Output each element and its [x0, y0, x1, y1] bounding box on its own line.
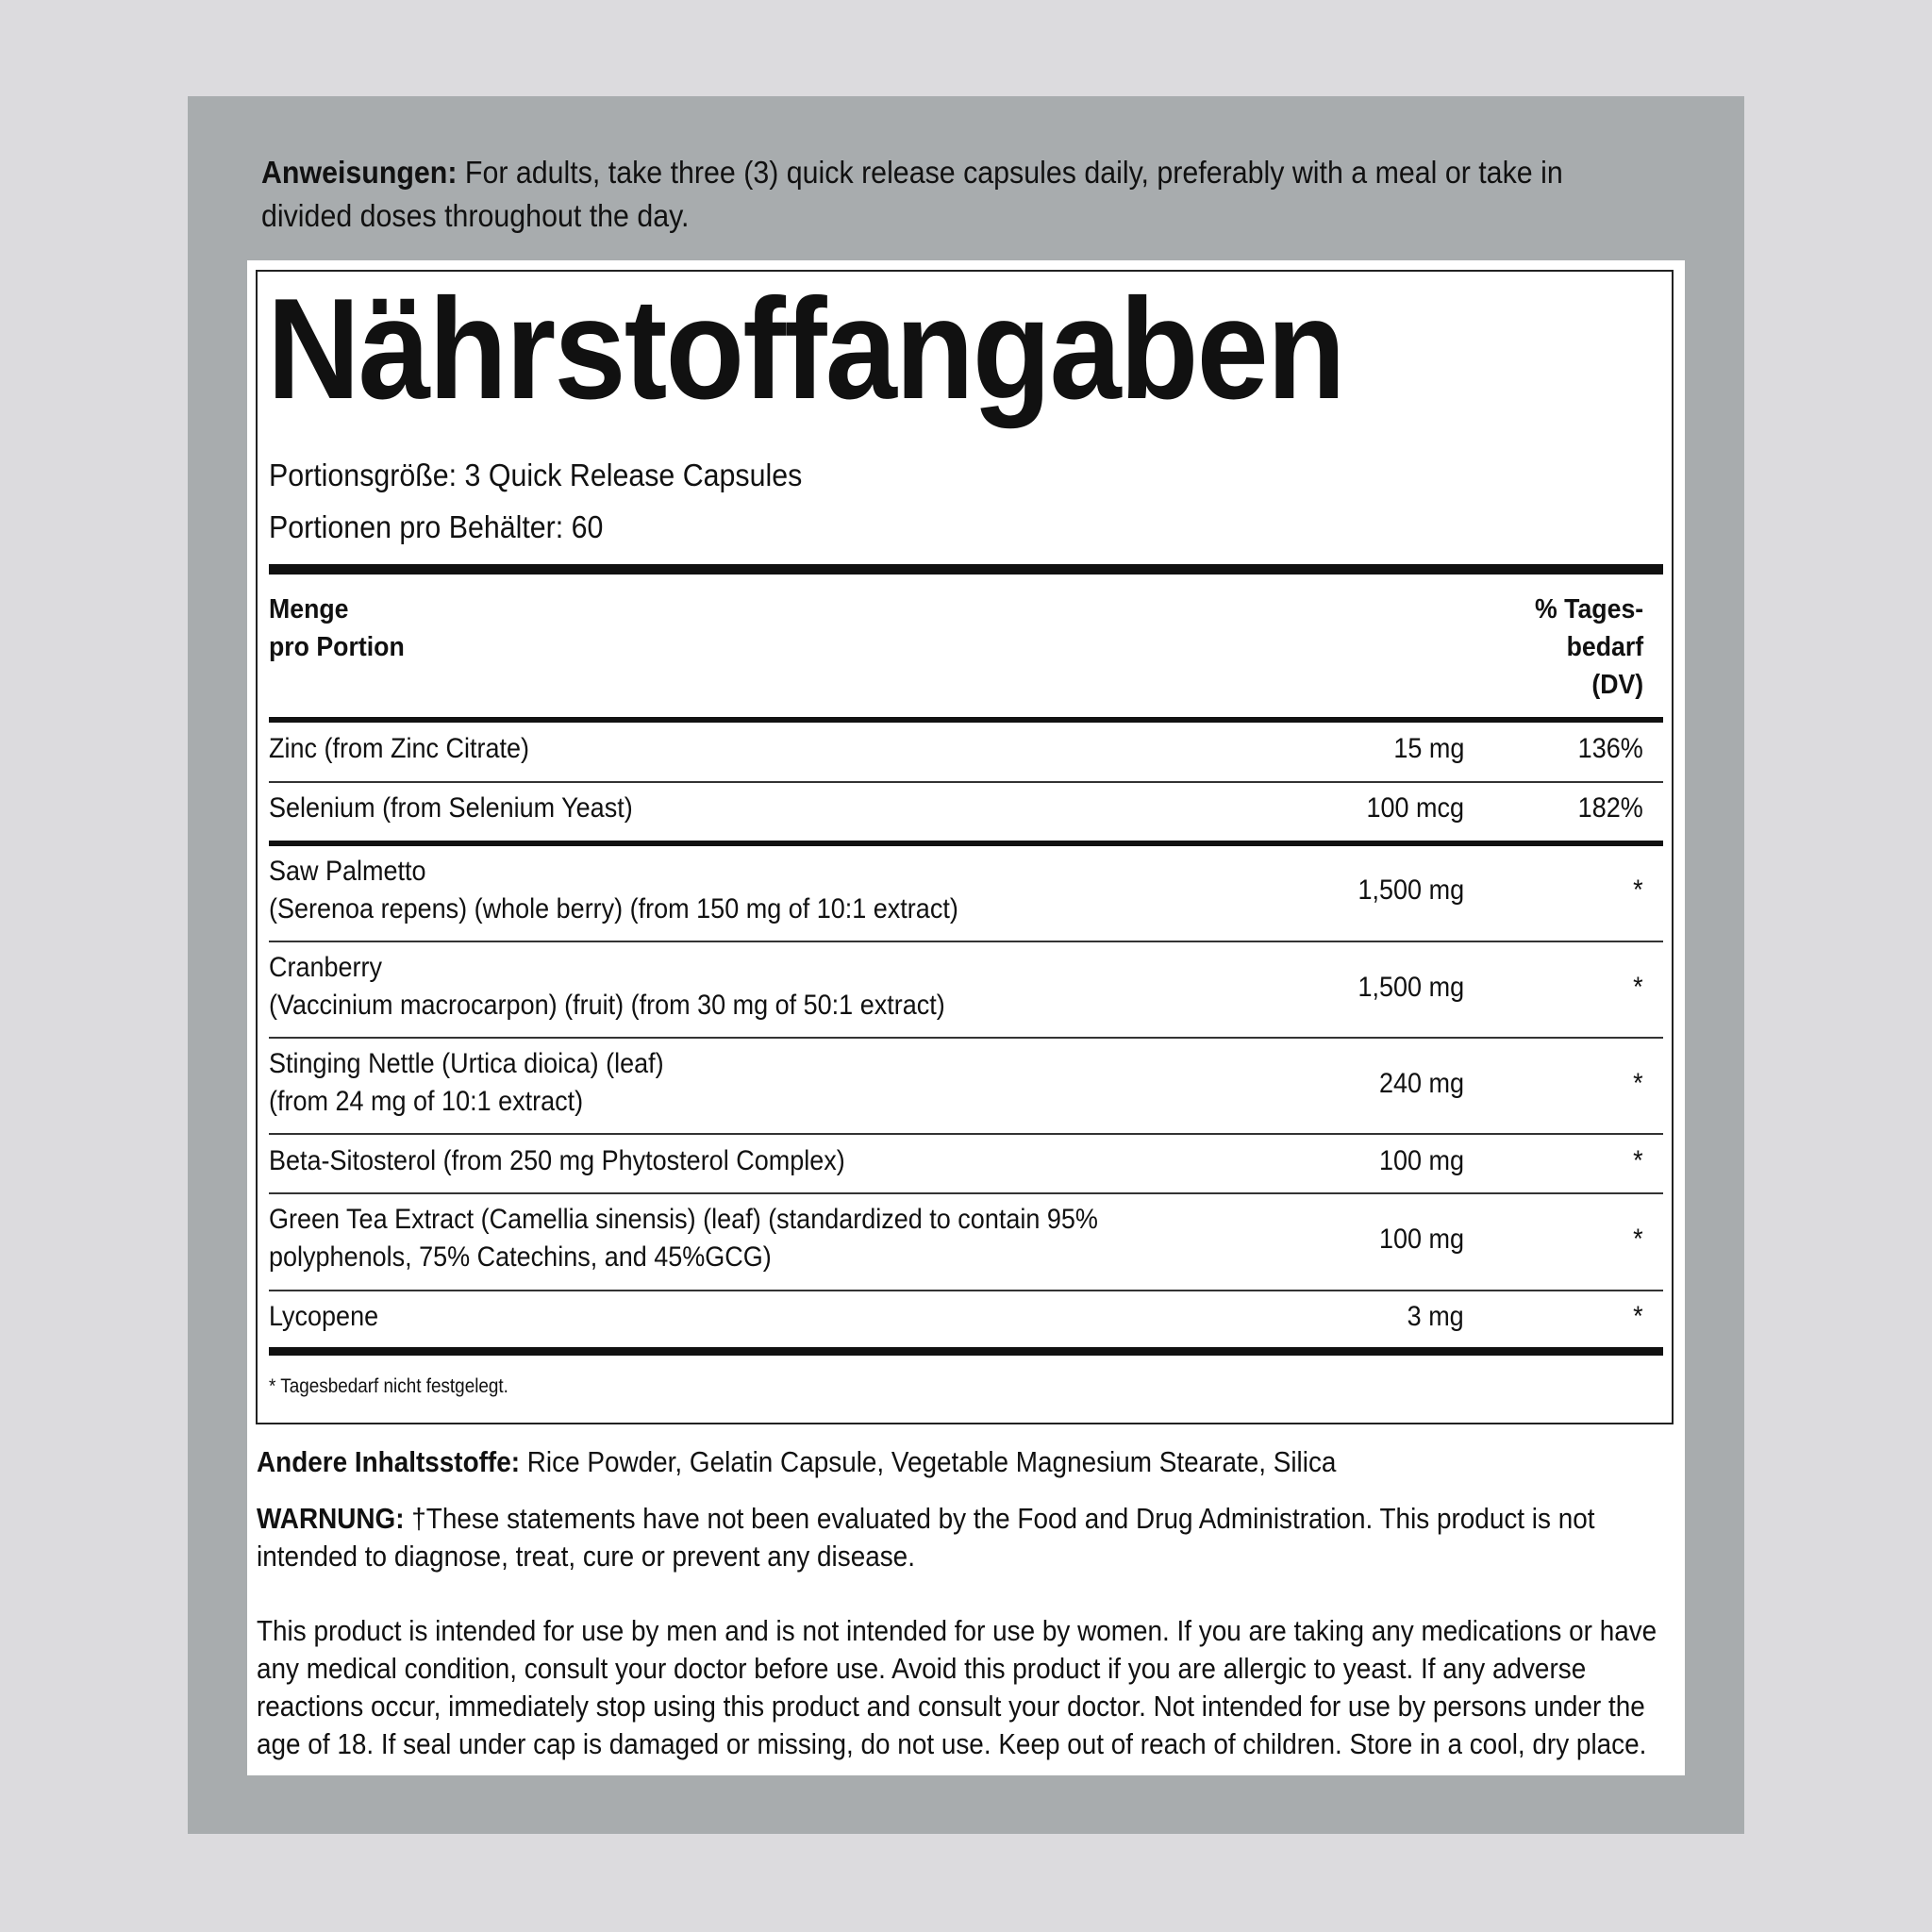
- nutrient-name: Lycopene: [269, 1301, 379, 1332]
- warning-text: [257, 1500, 1674, 1575]
- directions-text: [261, 151, 1563, 238]
- nutrient-name: Stinging Nettle (Urtica dioica) (leaf): [269, 1048, 664, 1079]
- divider-header: [269, 717, 1663, 723]
- nutrient-dv: *: [1633, 1224, 1643, 1255]
- nutrient-detail: (Serenoa repens) (whole berry) (from 150 mg of 10:1 extract): [269, 893, 958, 924]
- section-divider: [269, 841, 1663, 846]
- dv-header-line2: bedarf: [1566, 632, 1643, 662]
- nutrient-amount: 100 mg: [1378, 1145, 1464, 1176]
- servings-per-container: Portionen pro Behälter: 60: [269, 509, 604, 544]
- warning-label: WARNUNG:: [257, 1502, 405, 1535]
- nutrient-dv: *: [1633, 1145, 1643, 1176]
- row-divider: [269, 1133, 1663, 1135]
- amount-header-line2: pro Portion: [269, 632, 405, 662]
- nutrient-name: Selenium (from Selenium Yeast): [269, 792, 633, 824]
- nutrient-name: Zinc (from Zinc Citrate): [269, 733, 530, 764]
- nutrient-detail: (from 24 mg of 10:1 extract): [269, 1086, 584, 1117]
- row-divider: [269, 1290, 1663, 1291]
- nutrient-amount: 15 mg: [1392, 733, 1464, 764]
- nutrient-dv: *: [1633, 1068, 1643, 1099]
- amount-header: [269, 591, 405, 666]
- divider-thick: [269, 564, 1663, 575]
- row-divider: [269, 941, 1663, 942]
- nutrient-detail: polyphenols, 75% Catechins, and 45%GCG): [269, 1241, 772, 1273]
- nutrient-dv: 136%: [1577, 733, 1643, 764]
- row-divider: [269, 1192, 1663, 1194]
- dv-footnote: * Tagesbedarf nicht festgelegt.: [269, 1375, 508, 1397]
- dv-header: [1535, 591, 1643, 704]
- divider-bottom: [269, 1347, 1663, 1356]
- serving-size: Portionsgröße: 3 Quick Release Capsules: [269, 458, 803, 492]
- dv-header-line3: (DV): [1591, 670, 1643, 700]
- nutrient-detail: (Vaccinium macrocarpon) (fruit) (from 30 mg of 50:1 extract): [269, 990, 945, 1021]
- warning-body: †These statements have not been evaluated by the Food and Drug Administration. This product is not intended to diagnose, treat, cure or prevent any disease.: [257, 1502, 1595, 1573]
- nutrient-amount: 1,500 mg: [1357, 972, 1464, 1003]
- other-ingredients-label: Andere Inhaltsstoffe:: [257, 1445, 521, 1478]
- nutrient-name: Beta-Sitosterol (from 250 mg Phytosterol Complex): [269, 1145, 845, 1176]
- nutrient-name: Green Tea Extract (Camellia sinensis) (leaf) (standardized to contain 95%: [269, 1204, 1098, 1235]
- nutrient-amount: 240 mg: [1378, 1068, 1464, 1099]
- nutrient-amount: 1,500 mg: [1357, 874, 1464, 906]
- dv-header-line1: % Tages-: [1534, 594, 1643, 625]
- nutrient-dv: *: [1633, 972, 1643, 1003]
- row-divider: [269, 1037, 1663, 1039]
- other-ingredients-text: Rice Powder, Gelatin Capsule, Vegetable Magnesium Stearate, Silica: [520, 1445, 1337, 1478]
- nutrient-dv: *: [1633, 874, 1643, 906]
- nutrient-name: Saw Palmetto: [269, 856, 426, 887]
- nutrient-name: Cranberry: [269, 952, 383, 983]
- row-divider: [269, 781, 1663, 783]
- directions-body: For adults, take three (3) quick release capsules daily, preferably with a meal or take in divided doses throughout the day.: [261, 155, 1563, 233]
- nutrient-amount: 100 mg: [1378, 1224, 1464, 1255]
- usage-note: This product is intended for use by men and is not intended for use by women. If you are taking any medications or have any medical condition, consult your doctor before use. Avoid this product if you are allergic to yeast. If any adverse reactions occur, immediately stop using this product and consult your doctor. Not intended for use by persons under the age of 18. If seal under cap is damaged or missing, do not use. Keep out of reach of children. Store in a cool, dry place.: [257, 1614, 1657, 1760]
- nutrient-dv: 182%: [1577, 792, 1643, 824]
- other-ingredients: [257, 1443, 1336, 1481]
- nutrient-amount: 100 mcg: [1366, 792, 1464, 824]
- nutrient-dv: *: [1633, 1301, 1643, 1332]
- facts-title: Nährstoffangaben: [267, 269, 1344, 429]
- nutrient-amount: 3 mg: [1407, 1301, 1464, 1332]
- amount-header-line1: Menge: [269, 594, 349, 625]
- directions-label: Anweisungen:: [261, 155, 458, 190]
